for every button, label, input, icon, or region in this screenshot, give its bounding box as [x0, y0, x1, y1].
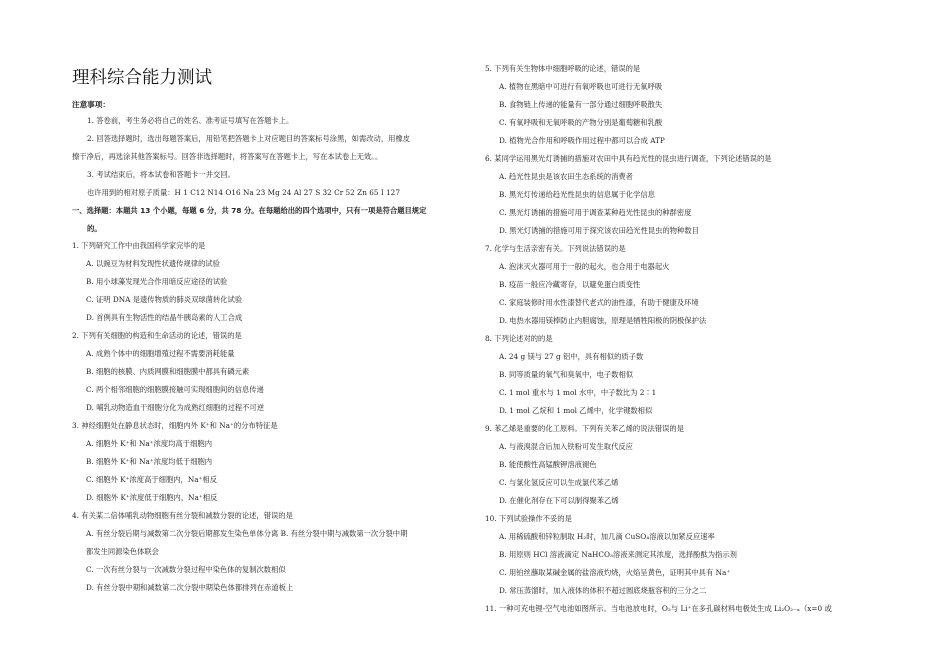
- option: C. 黑光灯诱捕的措施可用于调查某种趋光性昆虫的种群密度: [499, 208, 692, 217]
- option: A. 用稀硫酸和锌粒制取 H₂时，加几滴 CuSO₄溶液以加紧反应速率: [499, 532, 715, 541]
- option: C. 细胞外 K⁺浓度高于细胞内，Na⁺相反: [86, 475, 218, 484]
- option: B. 用小球藻发现光合作用暗反应途径的试验: [86, 277, 228, 286]
- option: D. 首例具有生物活性的结晶牛胰岛素的人工合成: [86, 313, 243, 322]
- option: D. 细胞外 K⁺浓度低于细胞内，Na⁺相反: [86, 493, 218, 502]
- question-stem: 10. 下列试验操作不妥的是: [485, 514, 572, 523]
- option: D. 有丝分裂中期和减数第二次分裂中期染色体都排列在赤道板上: [86, 583, 294, 592]
- question-stem: 7. 化学与生活亲密有关。下列说法错误的是: [485, 244, 626, 253]
- option: B. 用原则 HCl 溶液滴定 NaHCO₃溶液来测定其浓度，选择酚酞为指示剂: [499, 550, 737, 559]
- question-stem: 6. 某同学运用黑光灯诱捕的措施对农田中具有趋光性的昆虫进行调查，下列论述错误的是: [485, 154, 772, 163]
- option: D. 植物光合作用和呼吸作用过程中都可以合成 ATP: [499, 136, 665, 145]
- option: B. 同等质量的氧气和臭氧中，电子数相似: [499, 370, 634, 379]
- option: D. 黑光灯诱捕的措施可用于探究该农田趋光性昆虫的物种数目: [499, 226, 699, 235]
- option: B. 细胞的核膜、内质网膜和细胞膜中都具有磷元素: [86, 367, 250, 376]
- question-stem: 9. 苯乙烯是重要的化工原料。下列有关苯乙烯的说法错误的是: [485, 424, 684, 433]
- option: A. 成熟个体中的细胞增殖过程不需要消耗能量: [86, 349, 235, 358]
- atomic-mass-line: 也许用到的相对原子质量：H 1 C12 N14 O16 Na 23 Mg 24 Al 27 S 32 Cr 52 Zn 65 I 127: [87, 188, 400, 197]
- question-stem: 11. 一种可充电锂-空气电池如图所示。当电池放电时，O₂与 Li⁺在多孔碳材料电极处生成 Li₂O₂₋ₓ（x=0 或: [485, 604, 832, 613]
- option: A. 有丝分裂后期与减数第二次分裂后期都发生染色单体分离 B. 有丝分裂中期与减数第一次分裂中期: [86, 529, 408, 538]
- option: C. 证明 DNA 是遗传物质的肺炎双球菌转化试验: [86, 295, 243, 304]
- notice-heading: 注意事项：: [72, 100, 110, 109]
- option: B. 细胞外 K⁺和 Na⁺浓度均低于细胞内: [86, 457, 213, 466]
- option: A. 细胞外 K⁺和 Na⁺浓度均高于细胞内: [86, 439, 212, 448]
- option: B. 食物链上传递的能量有一部分通过细胞呼吸散失: [499, 100, 663, 109]
- question-stem: 3. 神经细胞处在静息状态时，细胞内外 K⁺和 Na⁺的分布特征是: [72, 421, 278, 430]
- question-stem: 4. 有关某二倍体哺乳动物细胞有丝分裂和减数分裂的论述，错误的是: [72, 511, 293, 520]
- page-title: 理科综合能力测试: [72, 68, 212, 88]
- notice-line: 擦干净后，再选涂其他答案标号。回答非选择题时，将答案写在答题卡上，写在本试卷上无效。。: [72, 152, 383, 161]
- option: A. 趋光性昆虫是该农田生态系统的消费者: [499, 172, 633, 181]
- section-heading-cont: 的。: [87, 224, 102, 233]
- option: A. 24 g 镁与 27 g 铝中，具有相似的质子数: [499, 352, 644, 361]
- option: D. 在催化剂存在下可以制得聚苯乙烯: [499, 496, 619, 505]
- option: B. 能使酸性高锰酸钾溶液褪色: [499, 460, 597, 469]
- notice-line: 2. 回答选择题时，选出每题答案后，用铅笔把答题卡上对应题目的答案标号涂黑，如需改动，用橡皮: [87, 134, 411, 143]
- option: D. 电热水器用镁棒防止内胆腐蚀，原理是牺牲阳极的阴极保护法: [499, 316, 707, 325]
- option: B. 黑光灯传递给趋光性昆虫的信息属于化学信息: [499, 190, 655, 199]
- option: A. 植物在黑暗中可进行有氧呼吸也可进行无氧呼吸: [499, 82, 663, 91]
- option: C. 与氯化氢反应可以生成氯代苯乙烯: [499, 478, 619, 487]
- option: C. 两个相邻细胞的细胞膜接触可实现细胞间的信息传递: [86, 385, 264, 394]
- option: C. 一次有丝分裂与一次减数分裂过程中染色体的复制次数相似: [86, 565, 286, 574]
- option: A. 泡沫灭火器可用于一般的起火，也合用于电器起火: [499, 262, 670, 271]
- option: C. 有氧呼吸和无氧呼吸的产物分别是葡萄糖和乳酸: [499, 118, 663, 127]
- question-stem: 2. 下列有关细胞的构造和生命活动的论述，错误的是: [72, 331, 242, 340]
- option-cont: 都发生同源染色体联会: [86, 547, 159, 556]
- option: A. 以豌豆为材料发现性状遗传规律的试验: [86, 259, 220, 268]
- option: C. 家庭装修时用水性漆替代老式的油性漆，有助于健康及环境: [499, 298, 699, 307]
- option: A. 与液溴混合后加入铁粉可发生取代反应: [499, 442, 633, 451]
- option: C. 1 mol 重水与 1 mol 水中，中子数比为 2∶1: [499, 388, 657, 397]
- option: D. 常压蒸馏时，加入液体的体积不超过圆底烧瓶容积的三分之二: [499, 586, 707, 595]
- question-stem: 5. 下列有关生物体中细胞呼吸的论述，错误的是: [485, 64, 641, 73]
- option: C. 用铂丝蘸取某碱金属的盐溶液灼烧，火焰呈黄色，证明其中具有 Na⁺: [499, 568, 731, 577]
- section-heading: 一、选择题：本题共 13 个小题，每题 6 分，共 78 分。在每题给出的四个选项中，只有一项是符合题目规定: [72, 206, 427, 215]
- notice-line: 3. 考试结束后，将本试卷和答题卡一并交回。: [87, 170, 235, 179]
- notice-line: 1. 答卷前，考生务必将自己的姓名、准考证号填写在答题卡上。: [87, 116, 294, 125]
- question-stem: 1. 下列研究工作中由我国科学家完毕的是: [72, 241, 206, 250]
- option: B. 疫苗一般应冷藏寄存，以避免蛋白质变性: [499, 280, 641, 289]
- option: D. 1 mol 乙烷和 1 mol 乙烯中，化学键数相似: [499, 406, 653, 415]
- option: D. 哺乳动物造血干细胞分化为成熟红细胞的过程不可逆: [86, 403, 265, 412]
- question-stem: 8. 下列论述对的的是: [485, 334, 553, 343]
